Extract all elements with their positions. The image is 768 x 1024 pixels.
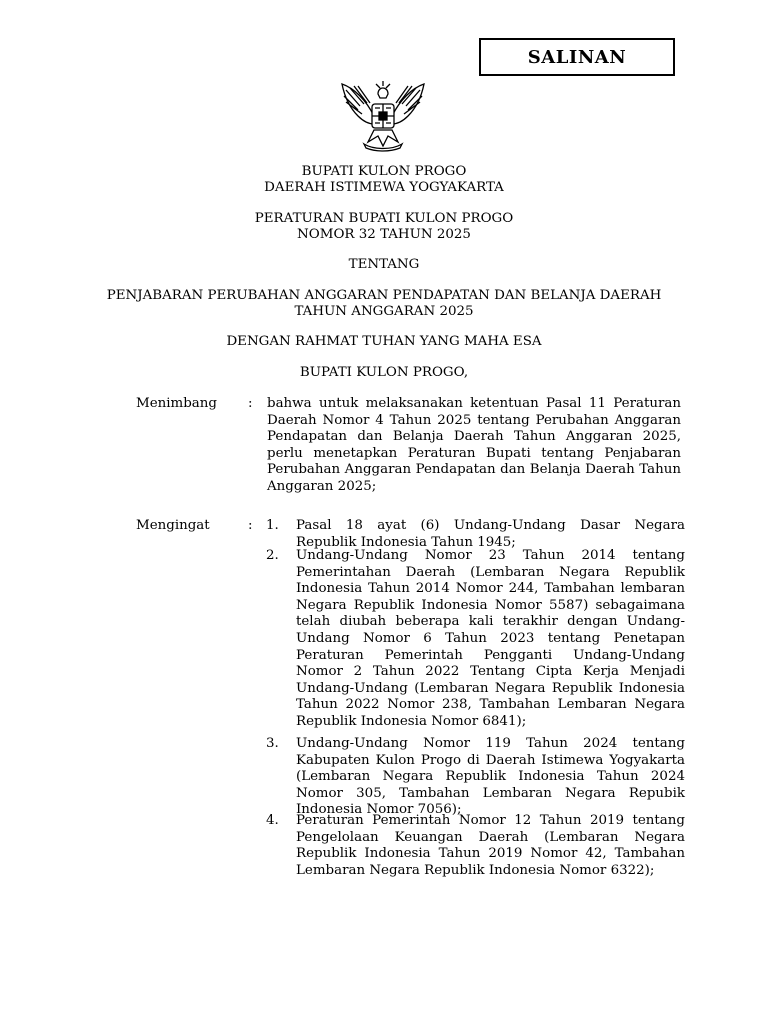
list-item-number: 3. <box>266 736 279 751</box>
mengingat-label: Mengingat <box>136 518 210 533</box>
list-item-number: 2. <box>266 548 279 563</box>
regulation-number: NOMOR 32 TAHUN 2025 <box>297 227 471 242</box>
list-item: Undang-Undang Nomor 23 Tahun 2014 tentang Pemerintahan Daerah (Lembaran Negara Republik Indonesia Tahun 2014 Nomor 244, Tambahan lembaran Negara Republik Indonesia Nomor 5587) sebagaimana telah diubah beberapa kali terakhir dengan Undang-Undang Nomor 6 Tahun 2023 tentang Penetapan Peraturan Pemerintah Pengganti Undang-Undang Nomor 2 Tahun 2022 Tentang Cipta Kerja Menjadi Undang-Undang (Lembaran Negara Republik Indonesia Tahun 2022 Nomor 238, Tambahan Lembaran Negara Republik Indonesia Nomor 6841); <box>296 548 685 729</box>
issuer-title-line1: BUPATI KULON PROGO <box>301 164 467 179</box>
mengingat-colon: : <box>248 518 253 533</box>
list-item: Pasal 18 ayat (6) Undang-Undang Dasar Negara Republik Indonesia Tahun 1945; <box>296 518 685 550</box>
menimbang-text: bahwa untuk melaksanakan ketentuan Pasal 11 Peraturan Daerah Nomor 4 Tahun 2025 tentang Perubahan Anggaran Pendapatan dan Belanja Daerah Tahun Anggaran 2025, perlu menetapkan Peraturan Bupati tentang Penjabaran Perubahan Anggaran Pendapatan dan Belanja Daerah Tahun Anggaran 2025; <box>267 396 681 494</box>
list-item: Undang-Undang Nomor 119 Tahun 2024 tentang Kabupaten Kulon Progo di Daerah Istimewa Yogyakarta (Lembaran Negara Republik Indonesia Tahun 2024 Nomor 305, Tambahan Lembaran Negara Repubik Indonesia Nomor 7056); <box>296 736 685 818</box>
issuer-name: BUPATI KULON PROGO, <box>299 365 469 380</box>
about-heading: TENTANG <box>348 257 420 272</box>
issuer-title-line2: DAERAH ISTIMEWA YOGYAKARTA <box>264 180 504 195</box>
salinan-stamp: SALINAN <box>479 38 675 76</box>
subject-line2: TAHUN ANGGARAN 2025 <box>294 304 474 319</box>
garuda-emblem-icon <box>334 76 432 154</box>
menimbang-label: Menimbang <box>136 396 217 411</box>
menimbang-colon: : <box>248 396 253 411</box>
list-item-number: 4. <box>266 813 279 828</box>
subject-line1: PENJABARAN PERUBAHAN ANGGARAN PENDAPATAN DAN BELANJA DAERAH <box>106 288 662 303</box>
list-item: Peraturan Pemerintah Nomor 12 Tahun 2019 tentang Pengelolaan Keuangan Daerah (Lembaran Negara Republik Indonesia Tahun 2019 Nomor 42, Tambahan Lembaran Negara Republik Indonesia Nomor 6322); <box>296 813 685 878</box>
list-item-number: 1. <box>266 518 279 533</box>
regulation-title: PERATURAN BUPATI KULON PROGO <box>254 211 514 226</box>
invocation: DENGAN RAHMAT TUHAN YANG MAHA ESA <box>226 334 542 349</box>
